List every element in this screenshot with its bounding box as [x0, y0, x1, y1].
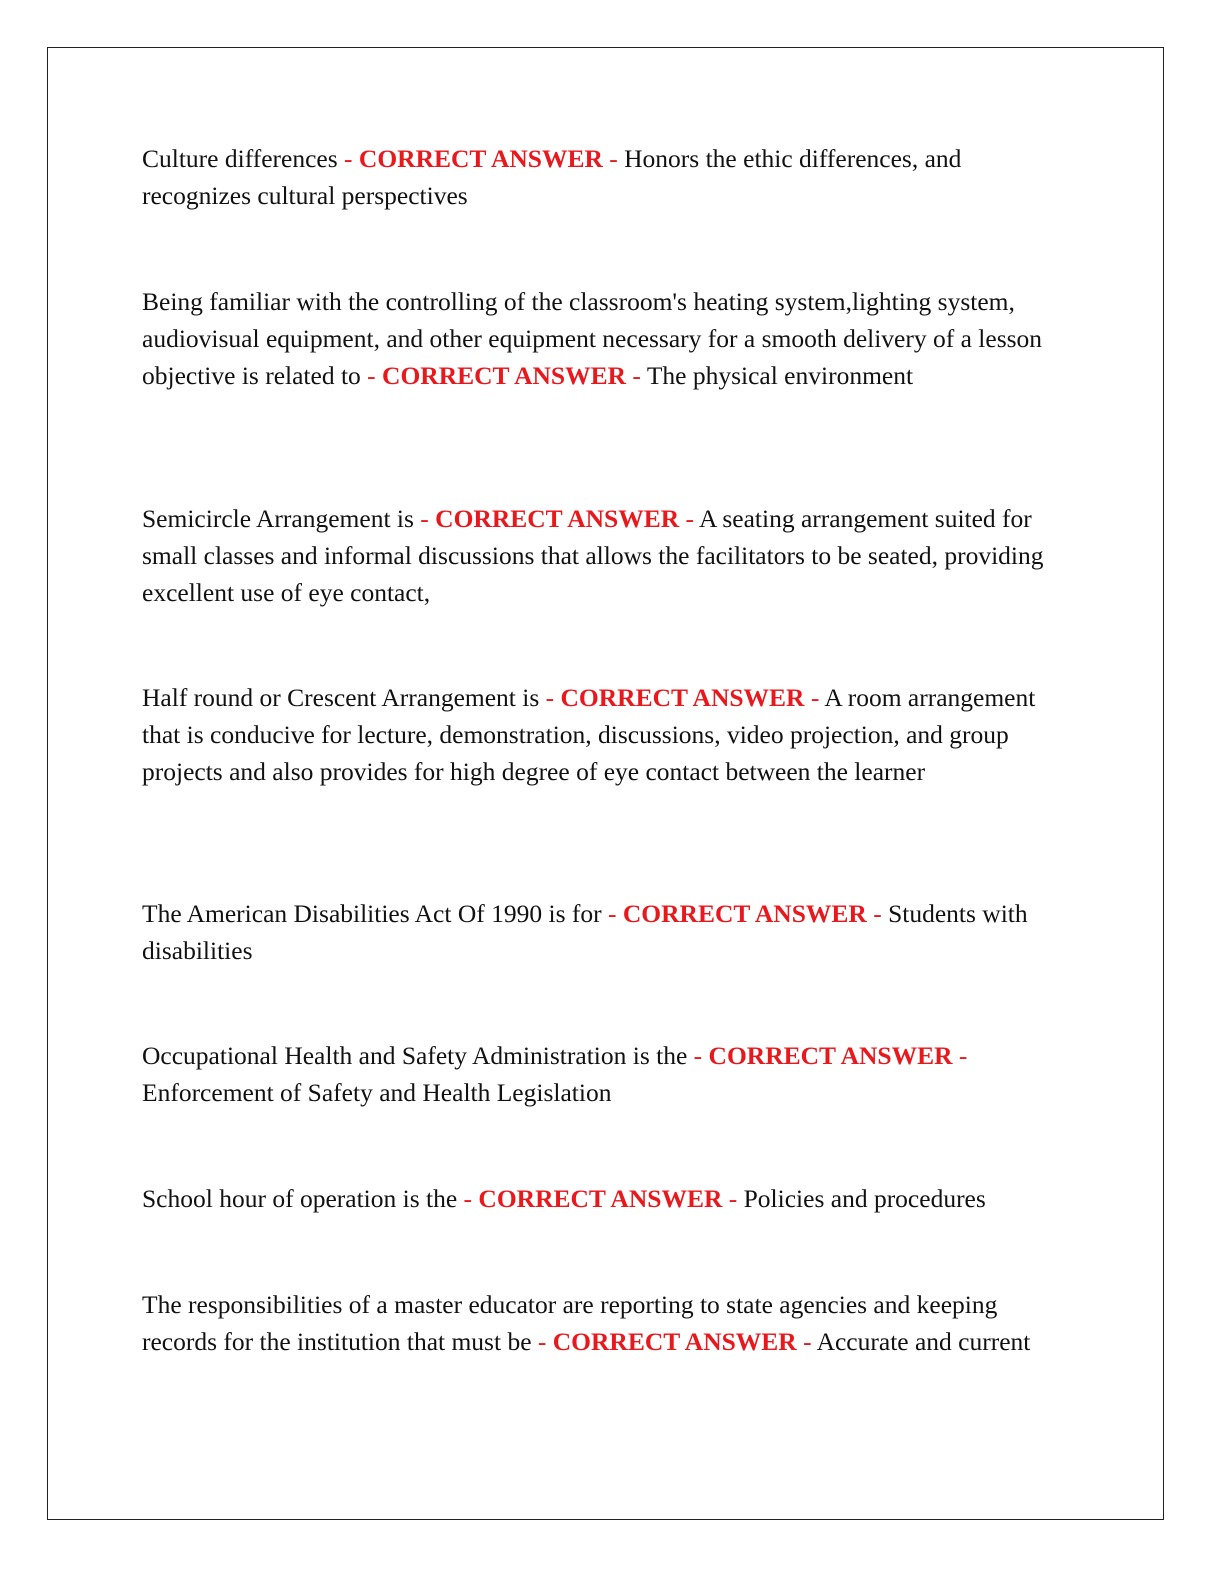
qa-item [142, 500, 1067, 611]
correct-answer-marker: - CORRECT ANSWER - [420, 504, 695, 533]
answer-text: The physical environment [646, 361, 914, 390]
correct-answer-marker: - CORRECT ANSWER - [693, 1041, 968, 1070]
correct-answer-marker: - CORRECT ANSWER - [608, 899, 882, 928]
answer-text: A seating arrangement suited for small classes and informal discussions that allows the facilitators to be seated, providing excellent use of eye contact, [142, 504, 1044, 607]
question-text: The American Disabilities Act Of 1990 is for [142, 899, 602, 928]
qa-item [142, 283, 1067, 394]
qa-item [142, 1286, 1067, 1360]
question-text: Being familiar with the controlling of the classroom's heating system,lighting system, audiovisual equipment, and other equipment necessary for a smooth delivery of a lesson objective is related to [142, 287, 1043, 390]
question-text: The responsibilities of a master educator are reporting to state agencies and keeping records for the institution that must be [142, 1290, 998, 1356]
correct-answer-marker: - CORRECT ANSWER - [545, 683, 820, 712]
qa-item [142, 1037, 1067, 1111]
correct-answer-marker: - CORRECT ANSWER - [344, 144, 618, 173]
answer-text: A room arrangement that is conducive for lecture, demonstration, discussions, video projection, and group projects and also provides for high degree of eye contact between the learner [142, 683, 1036, 786]
qa-item [142, 140, 1067, 214]
question-text: Occupational Health and Safety Administration is the [142, 1041, 688, 1070]
question-text: Half round or Crescent Arrangement is [142, 683, 540, 712]
question-text: Culture differences [142, 144, 338, 173]
answer-text: Honors the ethic differences, and recognizes cultural perspectives [142, 144, 962, 210]
qa-item [142, 1180, 1067, 1217]
question-text: School hour of operation is the [142, 1184, 458, 1213]
answer-text: Policies and procedures [743, 1184, 986, 1213]
qa-item [142, 895, 1067, 969]
correct-answer-marker: - CORRECT ANSWER - [537, 1327, 812, 1356]
question-text: Semicircle Arrangement is [142, 504, 414, 533]
correct-answer-marker: - CORRECT ANSWER - [367, 361, 641, 390]
answer-text: Enforcement of Safety and Health Legislation [142, 1078, 612, 1107]
correct-answer-marker: - CORRECT ANSWER - [463, 1184, 738, 1213]
qa-item [142, 679, 1067, 790]
answer-text: Accurate and current [816, 1327, 1031, 1356]
answer-text: Students with disabilities [142, 899, 1028, 965]
